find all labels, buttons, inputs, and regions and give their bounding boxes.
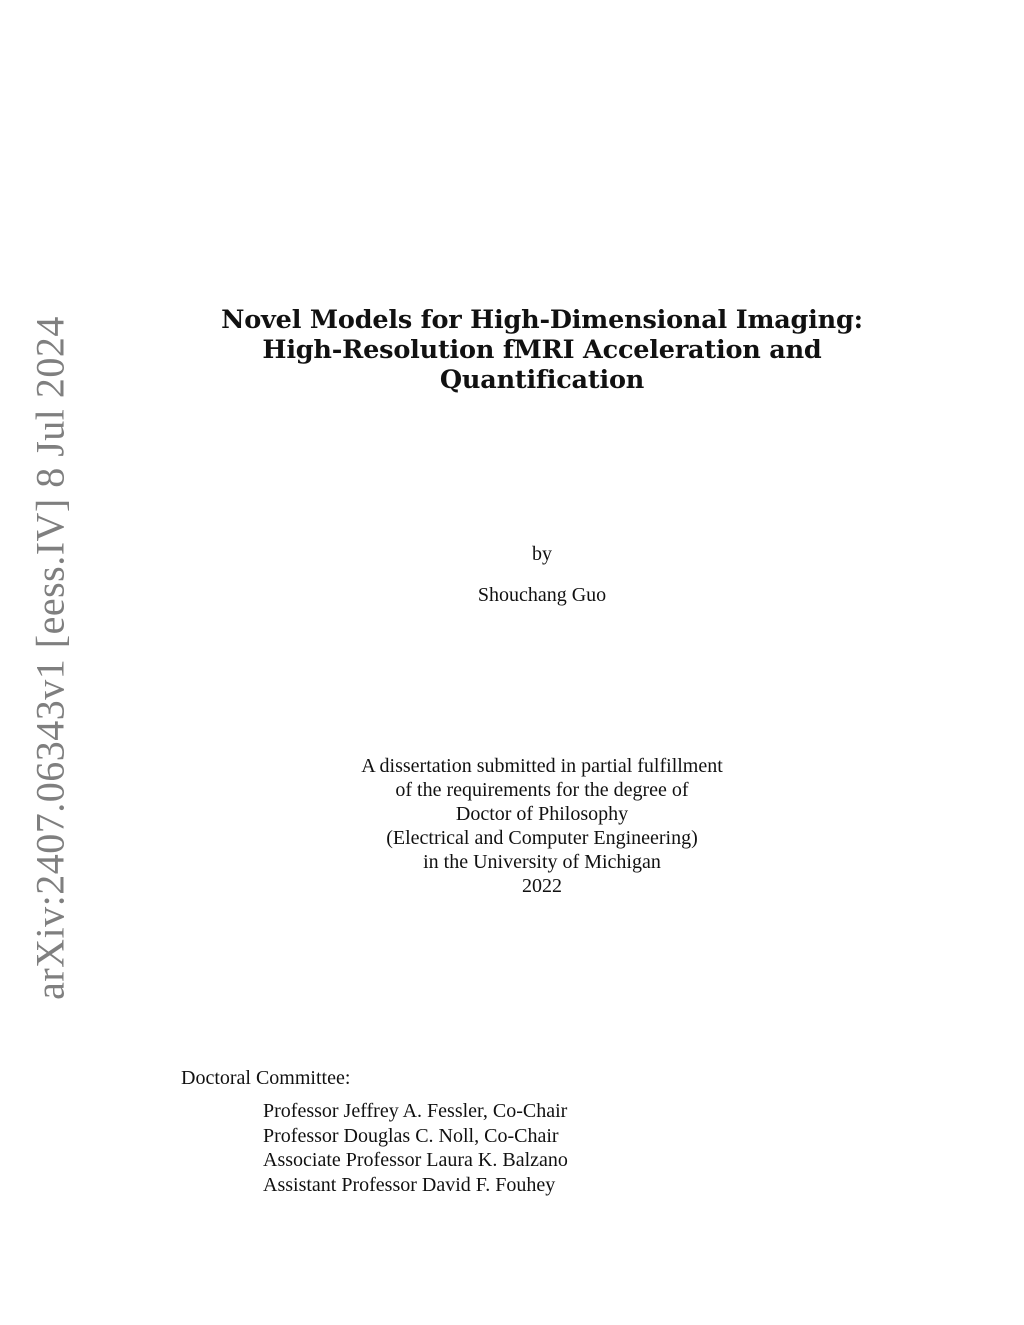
statement-line: 2022 — [522, 875, 562, 897]
dissertation-title — [220, 305, 864, 395]
title-line: Novel Models for High-Dimensional Imaging: — [221, 305, 863, 335]
title-line: High-Resolution fMRI Acceleration and — [262, 335, 822, 365]
byline: by — [532, 543, 552, 565]
arxiv-identifier-stamp: arXiv:2407.06343v1 [eess.IV] 8 Jul 2024 — [27, 316, 73, 1000]
committee-member: Assistant Professor David F. Fouhey — [263, 1173, 556, 1196]
committee-heading: Doctoral Committee: — [181, 1067, 351, 1089]
committee-member: Professor Douglas C. Noll, Co-Chair — [263, 1124, 559, 1147]
committee-member: Associate Professor Laura K. Balzano — [263, 1149, 568, 1171]
statement-line: A dissertation submitted in partial fulfillment — [361, 755, 723, 777]
statement-line: Doctor of Philosophy — [455, 803, 629, 825]
committee-member: Professor Jeffrey A. Fessler, Co-Chair — [263, 1100, 568, 1122]
degree-statement — [220, 754, 864, 898]
statement-line: of the requirements for the degree of — [395, 779, 689, 801]
committee-member-list — [263, 1099, 568, 1197]
statement-line: in the University of Michigan — [423, 851, 661, 873]
author-name: Shouchang Guo — [477, 584, 607, 606]
statement-line: (Electrical and Computer Engineering) — [386, 827, 698, 849]
title-line: Quantification — [439, 365, 645, 395]
